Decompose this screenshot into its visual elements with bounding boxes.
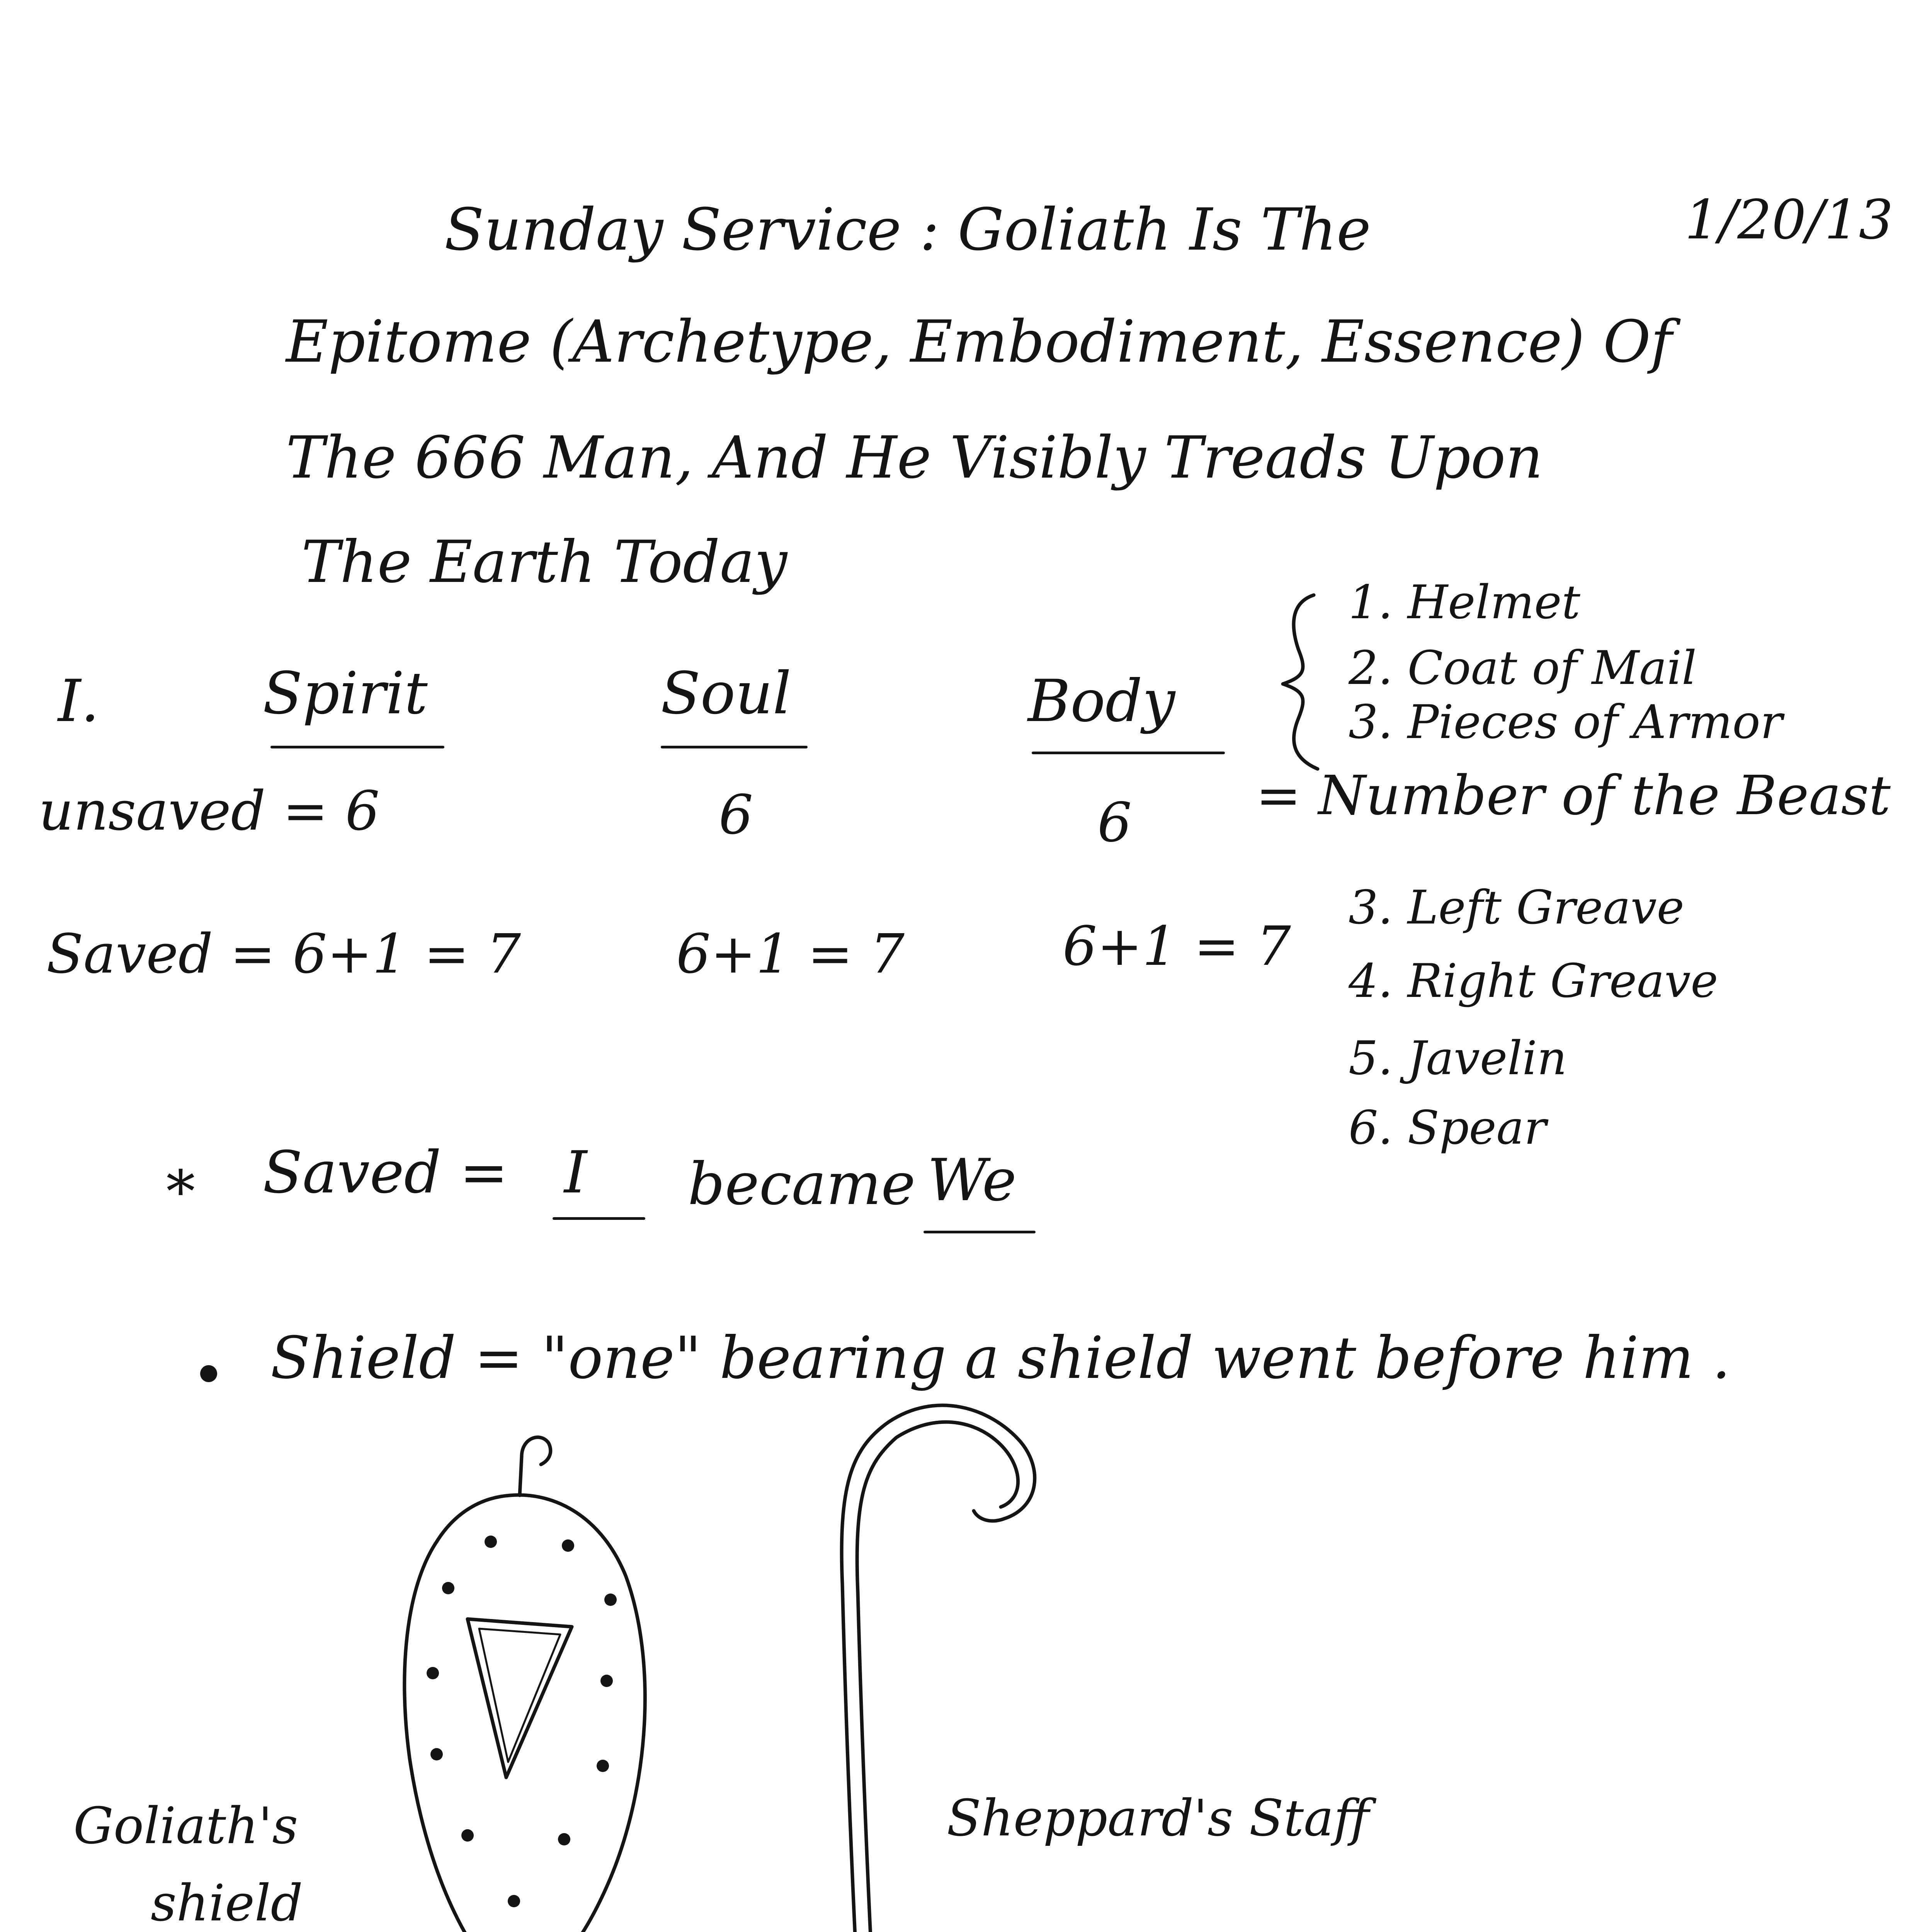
title-line-1: Sunday Service : Goliath Is The <box>444 196 1371 264</box>
note-i-word: I <box>564 1139 587 1206</box>
note-bullet: * <box>166 1158 195 1226</box>
curly-brace-icon <box>1283 595 1318 769</box>
armor-item-5: 4. Right Greave <box>1349 954 1718 1008</box>
unsaved-result: = Number of the Beast <box>1256 764 1891 827</box>
unsaved-body: 6 <box>1097 791 1132 854</box>
shield-label-1: Goliath's <box>73 1796 298 1855</box>
saved-body: 6+1 = 7 <box>1063 915 1291 978</box>
note-we-word: We <box>927 1147 1017 1214</box>
date: 1/20/13 <box>1685 189 1893 252</box>
shield-note: Shield = "one" bearing a shield went before him . <box>270 1325 1731 1392</box>
title-line-2: Epitome (Archetype, Embodiment, Essence) Of <box>286 308 1672 376</box>
unsaved-label: unsaved = 6 <box>39 780 380 843</box>
armor-item-4: 3. Left Greave <box>1349 881 1684 935</box>
saved-soul: 6+1 = 7 <box>676 923 905 986</box>
header-soul: Soul <box>661 660 791 727</box>
bullet-dot-icon <box>200 1365 217 1382</box>
armor-item-3: 3. Pieces of Armor <box>1349 696 1782 749</box>
header-body: Body <box>1028 668 1175 735</box>
staff-label: Sheppard's Staff <box>947 1789 1369 1847</box>
armor-item-2: 2. Coat of Mail <box>1349 641 1697 695</box>
shield-label-2: shield <box>151 1874 303 1932</box>
title-line-4: The Earth Today <box>301 529 787 596</box>
unsaved-soul: 6 <box>719 784 753 847</box>
section-numeral: I. <box>58 668 99 735</box>
title-line-3: The 666 Man, And He Visibly Treads Upon <box>286 424 1543 492</box>
note-prefix: Saved = <box>263 1139 509 1206</box>
shepherd-staff-drawing <box>842 1405 1035 1932</box>
armor-item-7: 6. Spear <box>1349 1101 1546 1155</box>
armor-item-6: 5. Javelin <box>1349 1032 1567 1085</box>
note-middle: became <box>688 1151 916 1218</box>
saved-spirit: Saved = 6+1 = 7 <box>46 923 521 986</box>
armor-item-1: 1. Helmet <box>1349 576 1580 629</box>
header-spirit: Spirit <box>263 660 428 727</box>
goliath-shield-drawing <box>405 1437 645 1932</box>
